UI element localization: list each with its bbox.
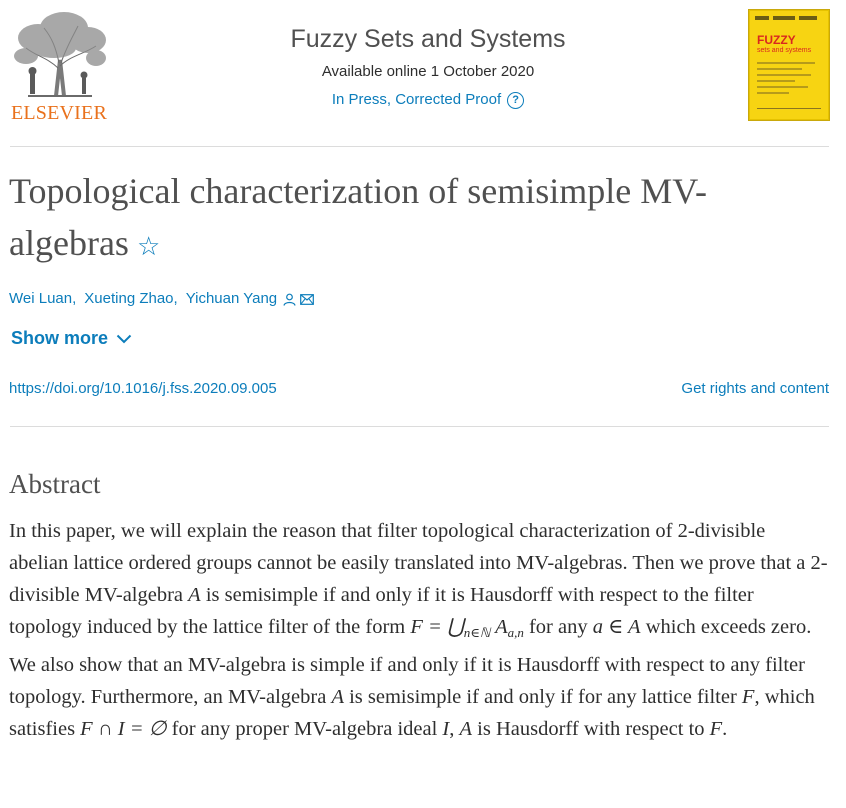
math-subscript: n∈ℕ [463, 625, 491, 640]
star-outline-icon[interactable]: ☆ [136, 232, 161, 261]
abstract-text [9, 515, 829, 745]
chevron-down-icon [116, 334, 132, 344]
cover-footer [757, 108, 821, 114]
author-list [9, 288, 314, 310]
journal-header [250, 22, 606, 110]
article-title [9, 165, 829, 273]
math-variable: A [331, 686, 344, 708]
author-separator: , [173, 290, 178, 307]
abstract-segment: is Hausdorff with respect to [472, 718, 710, 740]
math-variable: A [459, 718, 473, 740]
abstract-segment: for any proper MV-algebra ideal [166, 718, 443, 740]
math-expression: a ∈ A [592, 616, 641, 638]
abstract-segment: . [722, 718, 728, 740]
content-divider [10, 426, 829, 427]
abstract-segment: , which satisfies [9, 686, 815, 740]
abstract-segment: which exceeds zero. We also show that an MV-algebra is simple if and only if it is Hausdorff with respect to any filter topology. Furthermore, an MV-algebra [9, 616, 812, 708]
math-part: F = ⋃ [410, 616, 464, 638]
article-status-link[interactable] [332, 90, 524, 110]
article-status-label: In Press, Corrected Proof [331, 91, 502, 108]
envelope-icon[interactable] [300, 294, 314, 305]
publisher-name: ELSEVIER [10, 102, 108, 124]
doi-link[interactable]: https://doi.org/10.1016/j.fss.2020.09.005 [9, 380, 277, 397]
article-title-text: Topological characterization of semisimple MV-algebras [9, 171, 707, 263]
header-divider [10, 146, 829, 147]
author-name: Xueting Zhao [84, 290, 174, 307]
person-icon[interactable] [283, 293, 296, 306]
author-link[interactable] [186, 288, 277, 310]
math-variable: A [188, 584, 201, 606]
abstract-segment: is semisimple if and only if for any lattice filter [343, 686, 742, 708]
math-variable: F [709, 718, 723, 740]
math-variable: I [442, 718, 450, 740]
abstract-segment: for any [523, 616, 593, 638]
abstract-segment: , [449, 718, 460, 740]
available-online-date: Available online 1 October 2020 [321, 63, 535, 80]
math-subscript: a,n [507, 625, 524, 640]
math-part: A [490, 616, 508, 638]
cover-title: FUZZY [757, 33, 796, 47]
author-name: Wei Luan [9, 290, 73, 307]
get-rights-link[interactable]: Get rights and content [681, 380, 829, 397]
show-more-label: Show more [11, 328, 109, 348]
abstract-heading: Abstract [9, 469, 101, 499]
help-icon[interactable]: ? [507, 92, 524, 109]
abstract-segment: In this paper, we will explain the reason that filter topological characterization of 2-divisible abelian lattice ordered groups cannot be easily translated into MV-algebras. Then we prove that a 2-divisible MV-algebra [9, 520, 828, 606]
journal-cover-image[interactable] [748, 9, 830, 121]
tree-icon [8, 8, 110, 100]
abstract-segment: is semisimple if and only if it is Hausdorff with respect to the filter topology induced by the lattice filter of the form [9, 584, 754, 638]
cover-text-lines [757, 62, 821, 98]
elsevier-logo[interactable] [8, 8, 110, 124]
cover-header-bar [755, 16, 823, 24]
math-variable: F [741, 686, 755, 708]
cover-subtitle: sets and systems [757, 47, 812, 54]
author-link[interactable] [84, 288, 181, 310]
author-separator: , [72, 290, 77, 307]
corresponding-author-icons [283, 293, 314, 306]
author-link[interactable] [9, 288, 80, 310]
math-expression: F ∩ I = ∅ [80, 718, 167, 740]
show-more-button[interactable] [11, 328, 132, 349]
journal-title[interactable]: Fuzzy Sets and Systems [290, 25, 566, 53]
author-name: Yichuan Yang [185, 290, 278, 307]
math-expression [410, 616, 524, 638]
